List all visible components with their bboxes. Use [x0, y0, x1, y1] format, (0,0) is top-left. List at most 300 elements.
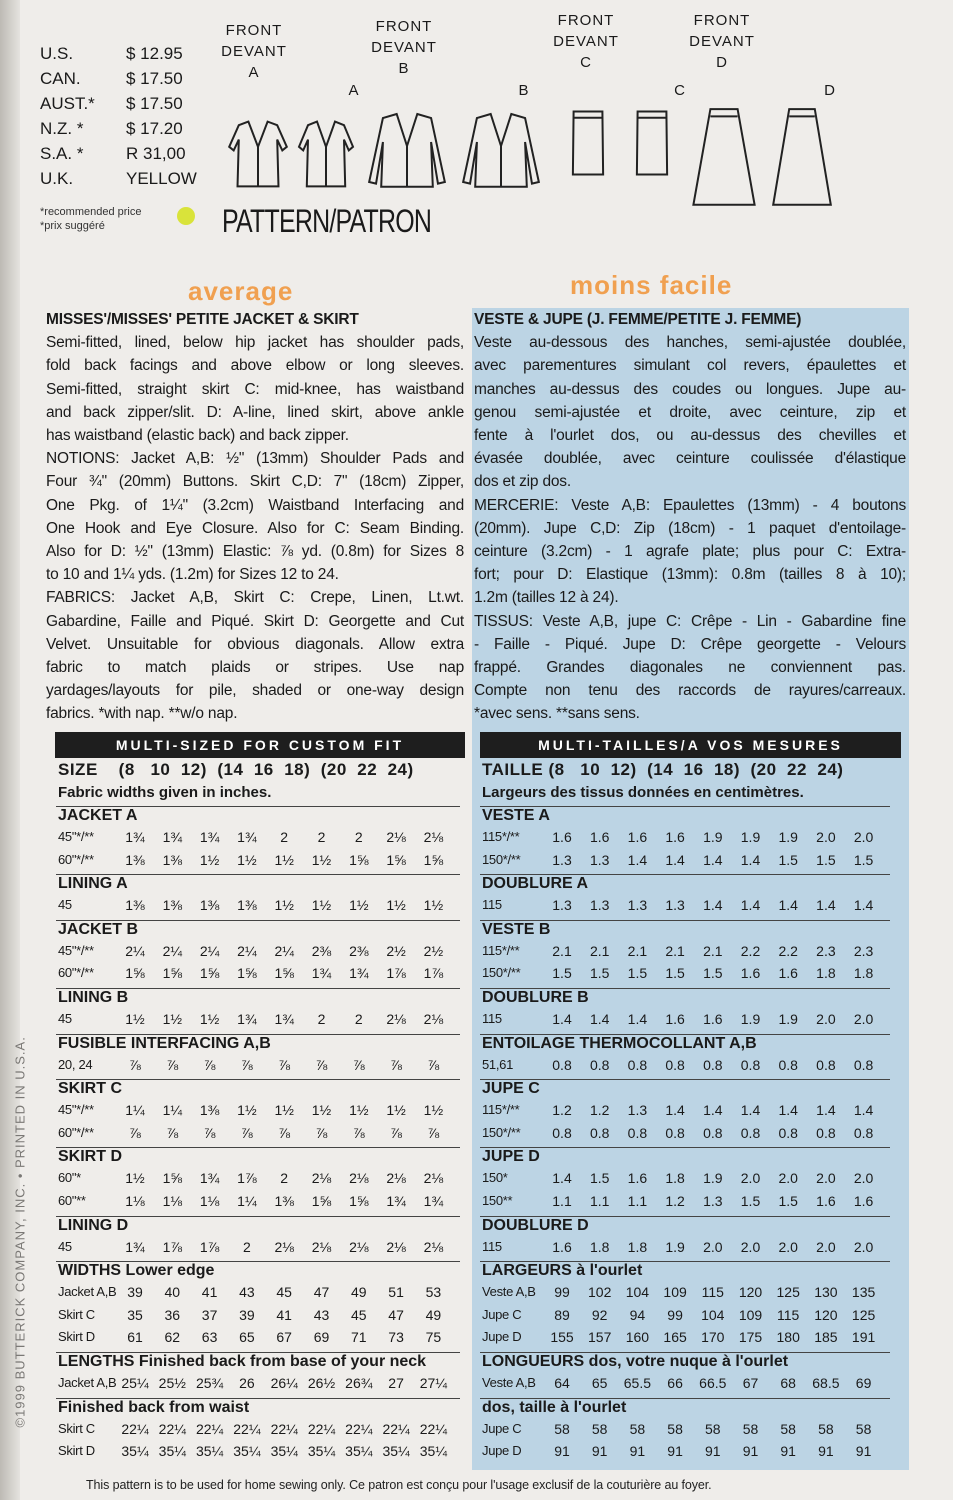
table-cell: 130	[814, 1284, 838, 1301]
fabric-width-note: Fabric widths given in inches.	[58, 784, 272, 801]
table-cell: 1¼	[237, 1193, 257, 1209]
table-cell: 1.3	[627, 1102, 648, 1119]
table-cell: ⅞	[390, 1056, 402, 1073]
row-label: 60"*	[58, 1170, 81, 1186]
price-amount: YELLOW	[126, 169, 197, 188]
table-cell: 2½	[386, 942, 406, 959]
description-line: One Pkg. of 1¼" (3.2cm) Waistband Interfacing and	[46, 496, 464, 514]
table-cell: ⅞	[427, 1056, 440, 1073]
table-cell: 64	[554, 1375, 570, 1391]
table-cell: 22¼	[419, 1420, 448, 1437]
rule	[480, 1079, 890, 1080]
table-cell: 0.8	[589, 1124, 610, 1141]
description-line: genou semi-ajustée et droite, avec ceinture, zip et	[474, 403, 906, 421]
table-cell: 2¼	[125, 942, 145, 959]
table-cell: ⅞	[315, 1056, 328, 1073]
table-cell: 1⅞	[386, 965, 406, 982]
table-cell: 35¼	[270, 1443, 298, 1460]
table-cell: ⅞	[166, 1056, 179, 1073]
table-cell: 1.5	[627, 965, 648, 982]
table-cell: 2.0	[853, 829, 874, 845]
table-cell: 99	[554, 1284, 570, 1301]
description-line: has waistband (elastic back) and back zipper.	[46, 427, 349, 445]
price-note	[40, 205, 142, 233]
price-amount: $ 12.95	[126, 44, 183, 63]
table-cell: 2⅛	[311, 1170, 332, 1187]
table-cell: 1½	[423, 897, 444, 914]
table-cell: 170	[701, 1329, 725, 1346]
pattern-label: PATTERN/PATRON	[222, 203, 432, 239]
table-cell: 2.0	[816, 1238, 836, 1255]
table-cell: 104	[625, 1284, 650, 1301]
table-cell: ⅞	[278, 1124, 291, 1141]
table-cell: 1.4	[740, 897, 761, 914]
table-cell: 36	[164, 1306, 181, 1323]
table-cell: 1½	[349, 897, 369, 914]
table-cell: 1⅜	[162, 851, 183, 868]
section-title: ENTOILAGE THERMOCOLLANT A,B	[482, 1034, 757, 1052]
table-cell: 1⅝	[274, 965, 294, 982]
table-cell: 25¼	[121, 1375, 149, 1391]
table-cell: 191	[851, 1329, 876, 1346]
table-cell: 2	[317, 1011, 326, 1027]
table-cell: 58	[554, 1420, 570, 1437]
section-title: JUPE C	[482, 1080, 540, 1098]
table-cell: 0.8	[740, 1056, 761, 1073]
section-title: WIDTHS Lower edge	[58, 1262, 215, 1280]
section-title: LONGUEURS dos, votre nuque à l'ourlet	[482, 1353, 789, 1370]
table-cell: 1⅝	[162, 965, 183, 982]
table-cell: ⅞	[129, 1124, 141, 1141]
table-cell: 45	[276, 1284, 292, 1301]
description-line: Four ¾" (20mm) Buttons. Skirt C,D: 7" (18cm) Zipper,	[46, 473, 464, 491]
table-cell: 75	[425, 1329, 442, 1346]
table-cell: 2¼	[237, 942, 257, 959]
table-header-fr: MULTI-TAILLES/A VOS MESURES	[480, 732, 901, 758]
table-cell: 1.4	[703, 897, 723, 914]
description-line: fabric to match plaids or stripes. Use nap	[46, 659, 464, 677]
table-cell: 26¼	[270, 1375, 298, 1391]
table-cell: 1.2	[589, 1102, 610, 1119]
row-label: Jupe C	[482, 1420, 522, 1436]
table-cell: 1.4	[778, 1102, 798, 1119]
table-cell: 2.2	[740, 942, 761, 959]
table-cell: ⅞	[241, 1056, 253, 1073]
table-cell: 92	[591, 1306, 608, 1323]
table-cell: 1¾	[274, 1011, 294, 1027]
table-cell: 53	[425, 1284, 442, 1301]
side-copyright: ©1999 BUTTERICK COMPANY, INC. • PRINTED IN U.S.A.	[12, 1036, 28, 1428]
table-cell: 1⅜	[125, 851, 145, 868]
table-cell: 2.1	[665, 942, 685, 959]
table-cell: 1½	[199, 851, 220, 868]
size-row: TAILLE (8 10 12) (14 16 18) (20 22 24)	[482, 760, 844, 779]
footer-note: This pattern is to be used for home sewing only. Ce patron est conçu pour l'usage exclusif de la couturière au foyer.	[86, 1478, 712, 1492]
row-label: 115*/**	[482, 942, 520, 958]
table-cell: 0.8	[665, 1124, 685, 1141]
table-cell: 1⅝	[125, 965, 145, 982]
table-cell: 1⅝	[199, 965, 220, 982]
row-label: Jacket A,B	[58, 1284, 117, 1300]
table-cell: 65	[239, 1329, 255, 1346]
table-cell: 47	[313, 1284, 330, 1301]
table-cell: 120	[738, 1284, 763, 1301]
table-cell: 39	[127, 1284, 143, 1301]
table-cell: 61	[127, 1329, 143, 1346]
size-row: SIZE (8 10 12) (14 16 18) (20 22 24)	[58, 760, 414, 779]
table-cell: 1⅛	[162, 1193, 183, 1209]
table-cell: 58	[667, 1420, 683, 1437]
description-line: Veste au-dessous des hanches, semi-ajustée doublée,	[474, 334, 906, 352]
table-cell: 1½	[386, 897, 406, 914]
description-line: and back zipper/slit. D: A-line, lined skirt, above ankle	[46, 403, 464, 421]
price-country: S.A. *	[40, 144, 84, 163]
table-cell: 109	[663, 1284, 687, 1301]
table-cell: 0.8	[740, 1124, 761, 1141]
table-cell: 22¼	[121, 1420, 149, 1437]
table-cell: 1.9	[703, 829, 723, 845]
table-cell: 68	[780, 1375, 796, 1391]
table-cell: 180	[776, 1329, 800, 1346]
table-cell: 1.8	[627, 1238, 648, 1255]
table-cell: 0.8	[552, 1056, 572, 1073]
table-cell: 1⅞	[237, 1170, 257, 1187]
table-cell: 1.9	[665, 1238, 685, 1255]
table-cell: 1⅜	[199, 897, 220, 914]
row-label: Veste A,B	[482, 1284, 536, 1300]
table-cell: 1.6	[552, 1238, 572, 1255]
description-line: NOTIONS: Jacket A,B: ½" (13mm) Shoulder Pads and	[46, 450, 464, 468]
view-label: C	[674, 82, 686, 99]
table-cell: 1.6	[627, 1170, 648, 1187]
table-cell: 58	[780, 1420, 796, 1437]
table-cell: 1½	[199, 1011, 220, 1027]
table-cell: 1.9	[703, 1170, 723, 1187]
table-cell: 1.4	[627, 1011, 648, 1027]
table-cell: 1⅝	[311, 1193, 332, 1209]
table-cell: 0.8	[627, 1056, 648, 1073]
view-label: D	[824, 82, 836, 99]
table-cell: 1.8	[589, 1238, 610, 1255]
table-cell: 1.3	[552, 897, 572, 914]
table-cell: 1.5	[703, 965, 723, 982]
price-country: U.K.	[40, 169, 74, 188]
row-label: 45	[58, 897, 72, 913]
table-cell: 2.1	[589, 942, 610, 959]
section-title: DOUBLURE A	[482, 875, 589, 893]
table-cell: 1.1	[627, 1193, 648, 1209]
description-line: fente à l'ourlet dos, ou au-dessus des chevilles et	[474, 427, 906, 445]
table-cell: 1.3	[589, 851, 610, 868]
table-cell: 35¼	[121, 1443, 149, 1460]
description-line: (20mm). Jupe C,D: Zip (18cm) - 1 paquet d'entoilage-	[474, 519, 906, 537]
table-cell: 1.4	[552, 1011, 572, 1027]
table-cell: 1.6	[627, 829, 648, 845]
table-cell: 1.6	[665, 829, 685, 845]
table-cell: 1.1	[589, 1193, 610, 1209]
table-cell: 1.2	[552, 1102, 572, 1119]
table-cell: 1.4	[665, 851, 685, 868]
section-title: VESTE A	[482, 807, 550, 824]
description-line: dos et zip dos.	[474, 473, 571, 491]
table-cell: 155	[550, 1329, 574, 1346]
table-cell: 2⅛	[423, 1238, 444, 1255]
table-cell: 40	[164, 1284, 181, 1301]
table-cell: 22¼	[158, 1420, 186, 1437]
table-cell: 1.4	[853, 1102, 874, 1119]
row-label: 115	[482, 1238, 502, 1254]
table-cell: ⅞	[129, 1056, 141, 1073]
table-cell: 99	[667, 1306, 683, 1323]
table-cell: 2.0	[816, 1170, 836, 1187]
description-line: frappé. Grandes diagonales ne conviennent pas.	[474, 659, 906, 677]
price-amount: R 31,00	[126, 144, 186, 163]
table-cell: 1¾	[237, 1011, 257, 1027]
table-cell: 2.0	[816, 829, 836, 845]
description-line: fabrics. *with nap. **w/o nap.	[46, 705, 238, 723]
table-cell: 0.8	[589, 1056, 610, 1073]
table-cell: 1.6	[665, 1011, 685, 1027]
table-cell: 1.9	[740, 829, 761, 845]
table-cell: 2⅛	[386, 1170, 406, 1187]
row-label: 60"*/**	[58, 851, 94, 867]
row-label: 115*/**	[482, 829, 520, 844]
table-cell: 2⅛	[423, 1011, 444, 1027]
table-cell: 1⅜	[237, 897, 257, 914]
table-cell: 1.6	[589, 829, 610, 845]
row-label: Jacket A,B	[58, 1375, 117, 1390]
table-cell: 0.8	[816, 1056, 836, 1073]
table-cell: 2.0	[740, 1238, 761, 1255]
section-title: LINING A	[58, 875, 128, 893]
description-line: - Faille - Piqué. Jupe D: Crêpe georgette - Velours	[474, 635, 906, 653]
table-cell: 1⅜	[162, 897, 183, 914]
table-cell: 1⅛	[199, 1193, 220, 1209]
row-label: Veste A,B	[482, 1375, 536, 1390]
description-line: fold back facings and above elbow or long sleeves.	[46, 357, 464, 375]
table-cell: 1.8	[665, 1170, 685, 1187]
table-cell: 89	[554, 1306, 570, 1323]
table-cell: 69	[313, 1329, 330, 1346]
table-cell: 91	[667, 1443, 683, 1460]
table-cell: 65	[591, 1375, 608, 1391]
table-cell: 104	[701, 1306, 725, 1323]
row-label: 150**	[482, 1193, 513, 1208]
table-cell: 1¾	[125, 1238, 145, 1255]
table-cell: 35¼	[382, 1443, 410, 1460]
table-cell: 1.3	[703, 1193, 723, 1209]
table-cell: 120	[814, 1306, 838, 1323]
section-title: LINING B	[58, 989, 129, 1006]
table-cell: 1.9	[740, 1011, 761, 1027]
table-cell: 1.4	[589, 1011, 610, 1027]
table-cell: 1¾	[423, 1193, 444, 1209]
description-line: Velvet. Unsuitable for obvious diagonals. Allow extra	[46, 635, 464, 653]
description-line: Also for D: ½" (13mm) Elastic: ⅞ yd. (0.8m) for Sizes 8	[46, 543, 464, 561]
row-label: 115*/**	[482, 1102, 520, 1118]
table-cell: 1½	[311, 851, 332, 868]
table-cell: 22¼	[270, 1420, 298, 1437]
table-cell: ⅞	[352, 1124, 365, 1141]
table-cell: 2⅛	[423, 1170, 444, 1187]
table-cell: 1⅛	[125, 1193, 145, 1209]
table-cell: 2¼	[274, 942, 294, 959]
table-cell: 2⅜	[349, 942, 369, 959]
section-title: dos, taille à l'ourlet	[482, 1398, 627, 1416]
table-cell: 1⅝	[162, 1170, 183, 1187]
table-cell: ⅞	[427, 1124, 440, 1141]
row-label: 45"*/**	[58, 942, 94, 958]
table-cell: 1.3	[552, 851, 572, 868]
table-cell: 2¼	[199, 942, 220, 959]
table-cell: 1.6	[740, 965, 761, 982]
table-cell: 49	[351, 1284, 367, 1301]
table-cell: 0.8	[627, 1124, 648, 1141]
table-cell: 165	[663, 1329, 687, 1346]
table-cell: 2.0	[853, 1170, 874, 1187]
description-line: Gabardine, Faille and Piqué. Skirt D: Georgette and Cut	[46, 612, 464, 630]
garment-sketch-skirtC	[570, 108, 606, 178]
table-cell: 26	[239, 1375, 255, 1391]
section-title: LINING D	[58, 1216, 129, 1234]
table-cell: 1.3	[589, 897, 610, 914]
price-country: CAN.	[40, 69, 81, 88]
table-cell: 2.0	[740, 1170, 761, 1187]
table-cell: 2⅛	[423, 829, 444, 845]
row-label: 20, 24	[58, 1056, 93, 1072]
table-cell: 1¾	[237, 829, 257, 845]
table-cell: 58	[818, 1420, 834, 1437]
table-cell: ⅞	[203, 1056, 216, 1073]
table-cell: 185	[814, 1329, 838, 1346]
table-cell: 51	[388, 1284, 404, 1301]
table-cell: 1.9	[778, 829, 798, 845]
view-label: A	[348, 82, 360, 99]
table-cell: ⅞	[352, 1056, 365, 1073]
table-cell: 91	[818, 1443, 834, 1460]
table-cell: 0.8	[552, 1124, 572, 1141]
table-cell: 115	[777, 1306, 800, 1323]
table-cell: 1.5	[853, 851, 874, 868]
table-cell: 1.8	[853, 965, 874, 982]
table-cell: 1.3	[665, 897, 685, 914]
table-cell: 1¾	[386, 1193, 406, 1209]
price-note-fr: *prix suggéré	[40, 220, 105, 232]
table-cell: 35¼	[307, 1443, 336, 1460]
table-cell: 1.1	[552, 1193, 572, 1209]
table-cell: 115	[701, 1284, 724, 1301]
table-cell: 1.2	[665, 1193, 685, 1209]
table-cell: 1.4	[740, 1102, 761, 1119]
section-title: JACKET B	[58, 920, 139, 938]
description-line: yardages/layouts for pile, shaded or one-way design	[46, 682, 464, 700]
table-cell: 2⅛	[311, 1238, 332, 1255]
description-line: FABRICS: Jacket A,B, Skirt C: Crepe, Linen, Lt.wt.	[46, 589, 464, 607]
table-cell: ⅞	[203, 1124, 216, 1141]
table-cell: 41	[276, 1306, 292, 1323]
description-line: MERCERIE: Veste A,B: Epaulettes (13mm) - 4 boutons	[474, 496, 906, 514]
table-cell: 22¼	[307, 1420, 336, 1437]
table-cell: 2.1	[552, 942, 572, 959]
price-country: AUST.*	[40, 94, 95, 113]
row-label: 45	[58, 1238, 72, 1254]
row-label: 150*/**	[482, 1124, 521, 1140]
table-cell: 45	[351, 1306, 367, 1323]
table-cell: 68.5	[812, 1375, 840, 1391]
table-cell: 1⅜	[274, 1193, 294, 1209]
table-cell: 102	[588, 1284, 612, 1301]
table-cell: 2⅜	[311, 942, 332, 959]
table-cell: 1.4	[552, 1170, 572, 1187]
description-line: avec parementures simulant col revers, épaulettes et	[474, 357, 906, 375]
table-cell: 1¾	[311, 965, 332, 982]
table-cell: 94	[629, 1306, 646, 1323]
table-cell: 2⅛	[274, 1238, 294, 1255]
table-cell: 1.5	[665, 965, 685, 982]
section-title: VESTE B	[482, 920, 551, 938]
rule	[480, 1147, 890, 1148]
table-cell: 109	[738, 1306, 763, 1323]
table-cell: 2.2	[778, 942, 798, 959]
section-title: SKIRT C	[58, 1080, 122, 1098]
table-cell: 0.8	[665, 1056, 685, 1073]
table-cell: 0.8	[703, 1056, 723, 1073]
table-cell: 1½	[311, 1102, 332, 1119]
description-line: fort; pour D: Elastique (13mm): 0.8m (tailles 8 à 10);	[474, 566, 906, 584]
garment-sketch-jacketB	[364, 110, 450, 190]
table-cell: 58	[591, 1420, 608, 1437]
table-cell: 1½	[274, 851, 294, 868]
table-cell: 67	[742, 1375, 759, 1391]
table-cell: 2⅛	[386, 1011, 406, 1027]
table-cell: 49	[425, 1306, 442, 1323]
description-fr	[474, 308, 906, 726]
description-line: TISSUS: Veste A,B, jupe C: Crêpe - Lin - Gabardine fine	[474, 612, 906, 630]
table-cell: 58	[742, 1420, 759, 1437]
table-cell: 1¾	[349, 965, 369, 982]
table-cell: 1½	[386, 1102, 406, 1119]
section-title: JACKET A	[58, 807, 138, 824]
table-cell: 71	[351, 1329, 367, 1346]
table-cell: 157	[588, 1329, 612, 1346]
row-label: 45	[58, 1011, 72, 1026]
table-cell: 2	[280, 829, 289, 845]
table-cell: 2.0	[853, 1238, 874, 1255]
table-cell: 35	[127, 1306, 143, 1323]
section-title: FUSIBLE INTERFACING A,B	[58, 1034, 271, 1052]
table-cell: 1⅝	[423, 851, 444, 868]
table-cell: 1½	[162, 1011, 183, 1027]
table-cell: 125	[851, 1306, 876, 1323]
description-line: ceinture (3.2cm) - 1 agrafe plate; plus pour C: Extra-	[474, 543, 906, 561]
description-line: MISSES'/MISSES' PETITE JACKET & SKIRT	[46, 311, 359, 328]
table-cell: 37	[201, 1306, 218, 1323]
table-cell: 2	[317, 829, 326, 845]
table-cell: 1.6	[853, 1193, 874, 1209]
table-cell: 2.0	[853, 1011, 874, 1027]
table-cell: 1.6	[816, 1193, 836, 1209]
table-cell: 1½	[237, 851, 257, 868]
table-cell: 1¼	[125, 1102, 145, 1119]
table-cell: 1.4	[665, 1102, 685, 1119]
table-cell: 1⅜	[125, 897, 145, 914]
description-line: to 10 and 1¼ yds. (1.2m) for Sizes 12 to 24.	[46, 566, 339, 584]
table-cell: 2.0	[703, 1238, 723, 1255]
price-country: N.Z. *	[40, 119, 84, 138]
section-title: DOUBLURE B	[482, 989, 589, 1006]
table-cell: 1¼	[162, 1102, 183, 1119]
row-label: 51,61	[482, 1056, 514, 1072]
